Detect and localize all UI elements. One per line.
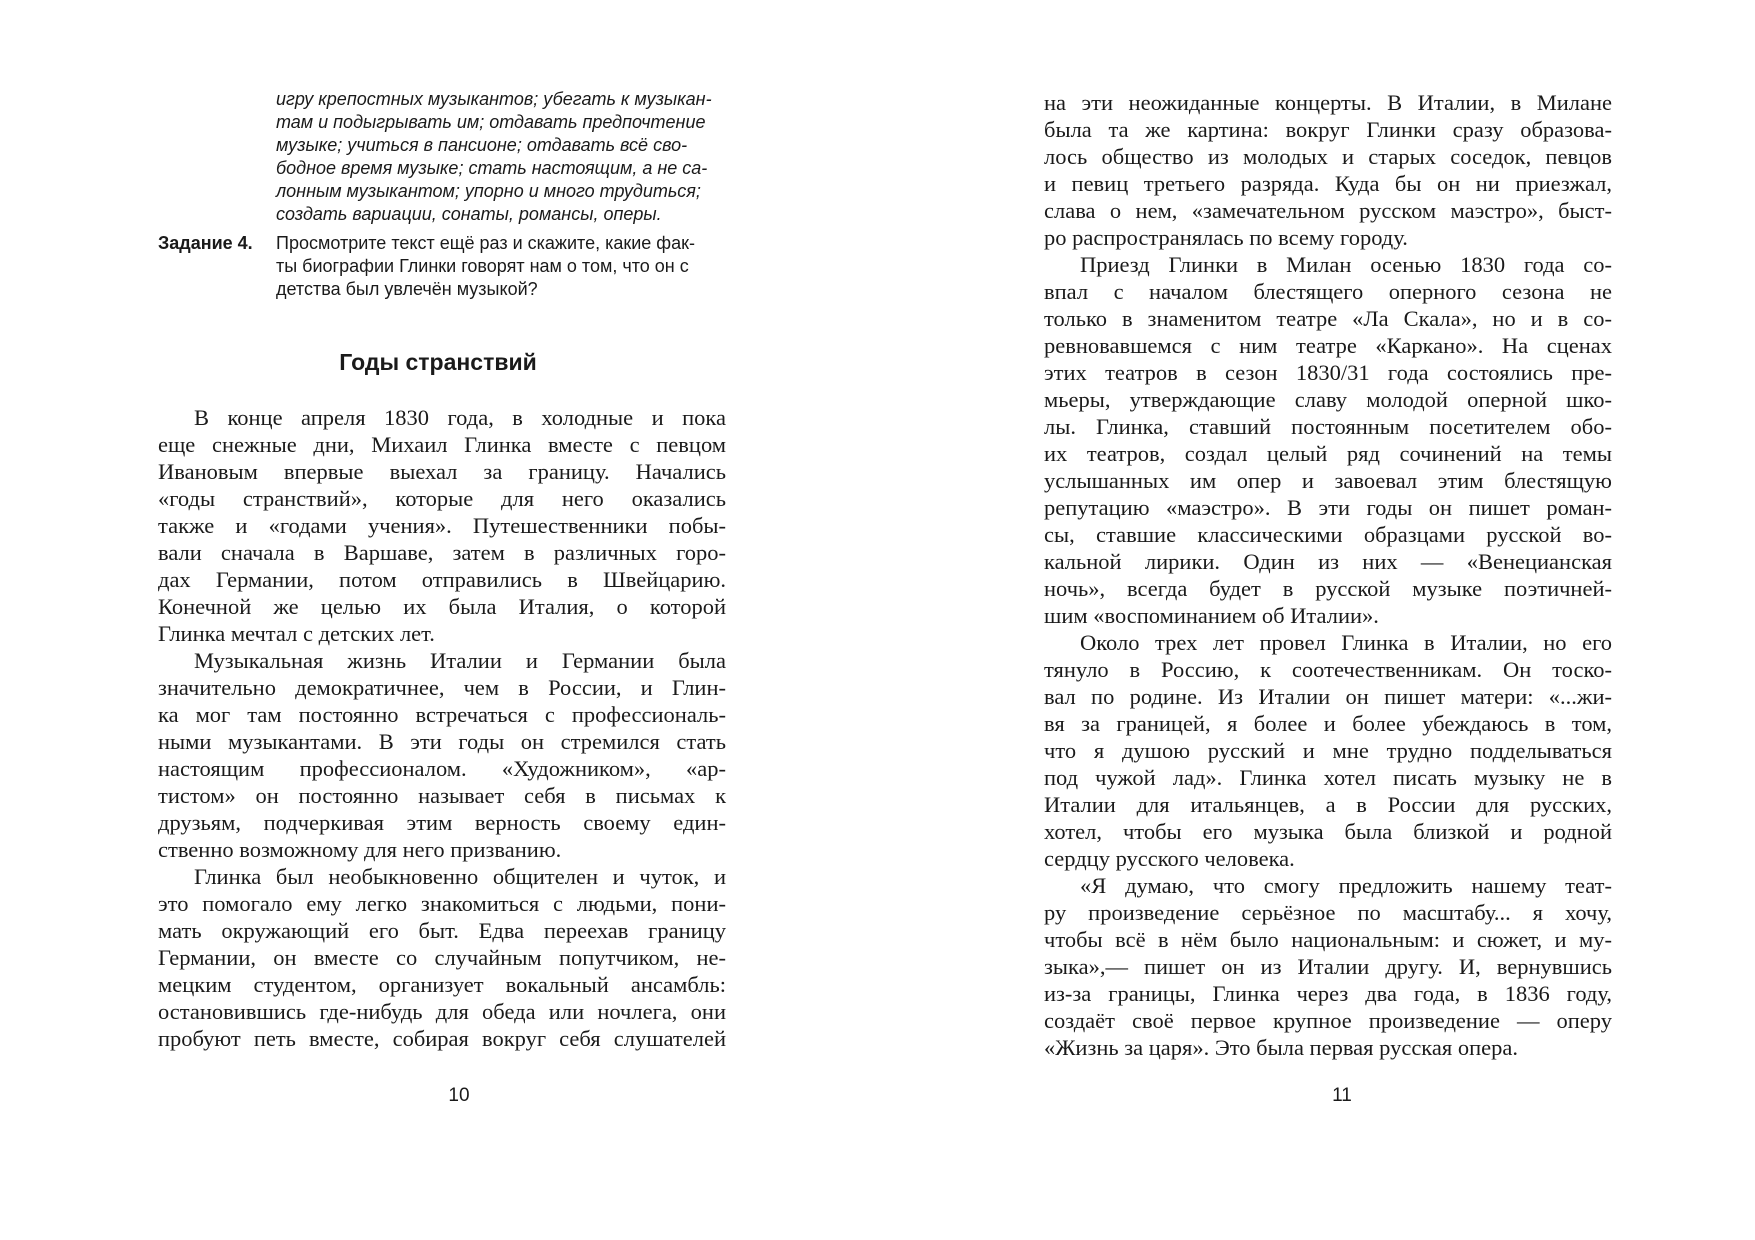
exercise-line: создать вариации, сонаты, романсы, оперы. (276, 204, 662, 224)
text-line: сердцу русского человека. (1044, 846, 1295, 871)
right-body-text (1044, 89, 1612, 1061)
text-line: Ивановым впервые выехал за границу. Начались (158, 459, 726, 484)
left-body-text (158, 404, 726, 1052)
text-line: этих театров в сезон 1830/31 года состоялись пре- (1044, 360, 1612, 385)
text-line: Конечной же целью их была Италия, о которой (158, 594, 726, 619)
text-line: из-за границы, Глинка через два года, в 1836 году, (1044, 981, 1612, 1006)
page-number: 10 (448, 1085, 470, 1106)
text-line: Музыкальная жизнь Италии и Германии была (194, 648, 726, 673)
text-line: тянуло в Россию, к соотечественникам. Он тоско- (1044, 657, 1612, 682)
text-line: настоящим профессионалом. «Художником», «ар- (158, 756, 726, 781)
text-line: их театров, создал целый ряд сочинений на темы (1044, 441, 1612, 466)
exercise-line: игру крепостных музыкантов; убегать к музыкан- (276, 89, 712, 109)
text-line: Германии, он вместе со случайным попутчиком, не- (158, 945, 726, 970)
text-line: вя за границей, я более и более убеждаюсь в том, (1044, 711, 1612, 736)
text-line: ственно возможному для него призванию. (158, 837, 562, 862)
text-line: ревновавшемся с ним театре «Каркано». На сценах (1044, 333, 1612, 358)
text-line: вал по родине. Из Италии он пишет матери: «...жи- (1044, 684, 1612, 709)
text-line: и певиц третьего разряда. Куда бы он ни приезжал, (1044, 171, 1612, 196)
text-line: ночь», всегда будет в русской музыке поэтичней- (1044, 576, 1612, 601)
task-line: ты биографии Глинки говорят нам о том, что он с (276, 256, 689, 276)
text-line: дах Германии, потом отправились в Швейцарию. (158, 567, 726, 592)
text-line: ными музыкантами. В эти годы он стремился стать (158, 729, 726, 754)
text-line: зыка»,— пишет он из Италии другу. И, вернувшись (1044, 954, 1612, 979)
text-line: Приезд Глинки в Милан осенью 1830 года со- (1080, 252, 1612, 277)
text-line: Глинка был необыкновенно общителен и чуток, и (194, 864, 726, 889)
text-line: ка мог там постоянно встречаться с профессиональ- (158, 702, 726, 727)
exercise-line: музыке; учиться в пансионе; отдавать всё сво- (276, 135, 688, 155)
left-page (0, 0, 877, 1240)
text-line: была та же картина: вокруг Глинки сразу образова- (1044, 117, 1612, 142)
text-line: тистом» он постоянно называет себя в письмах к (158, 783, 726, 808)
page-number: 11 (1332, 1085, 1352, 1106)
exercise-line: лонным музыкантом; упорно и много трудиться; (276, 181, 701, 201)
task-line: детства был увлечён музыкой? (276, 279, 538, 299)
text-line: мьеры, утверждающие славу молодой оперной шко- (1044, 387, 1612, 412)
text-line: пробуют петь вместе, собирая вокруг себя слушателей (158, 1026, 726, 1051)
text-line: это помогало ему легко знакомиться с людьми, пони- (158, 891, 726, 916)
text-line: остановившись где-нибудь для обеда или ночлега, они (158, 999, 726, 1024)
task-line: Просмотрите текст ещё раз и скажите, какие фак- (276, 233, 695, 253)
text-line: под чужой лад». Глинка хотел писать музыку не в (1044, 765, 1612, 790)
exercise-line: бодное время музыке; стать настоящим, а не са- (276, 158, 708, 178)
text-line: друзьям, подчеркивая этим верность своему един- (158, 810, 726, 835)
text-line: лось общество из молодых и старых соседок, певцов (1044, 144, 1612, 169)
text-line: мать окружающий его быт. Едва переехав границу (158, 918, 726, 943)
text-line: ру произведение серьёзное по масштабу... я хочу, (1044, 900, 1612, 925)
text-line: лы. Глинка, ставший постоянным посетителем обо- (1044, 414, 1612, 439)
text-line: что я душою русский и мне трудно подделываться (1044, 738, 1612, 763)
text-line: шим «воспоминанием об Италии». (1044, 603, 1379, 628)
text-line: репутацию «маэстро». В эти годы он пишет роман- (1044, 495, 1612, 520)
text-line: значительно демократичнее, чем в России, и Глин- (158, 675, 726, 700)
text-line: также и «годами учения». Путешественники побы- (158, 513, 726, 538)
text-line: хотел, чтобы его музыка была близкой и родной (1044, 819, 1612, 844)
text-line: на эти неожиданные концерты. В Италии, в Милане (1044, 90, 1612, 115)
text-line: чтобы всё в нём было национальным: и сюжет, и му- (1044, 927, 1612, 952)
text-line: «Жизнь за царя». Это была первая русская опера. (1044, 1035, 1518, 1060)
text-line: еще снежные дни, Михаил Глинка вместе с певцом (158, 432, 726, 457)
task-text (276, 232, 756, 301)
text-line: В конце апреля 1830 года, в холодные и пока (194, 405, 726, 430)
text-line: ро распространялась по всему городу. (1044, 225, 1408, 250)
exercise-answer-list (276, 88, 726, 226)
text-line: слава о нем, «замечательном русском маэстро», быст- (1044, 198, 1612, 223)
text-line: только в знаменитом театре «Ла Скала», но и в со- (1044, 306, 1612, 331)
text-line: кальной лирики. Один из них — «Венецианская (1044, 549, 1612, 574)
text-line: впал с началом блестящего оперного сезона не (1044, 279, 1612, 304)
text-line: Глинка мечтал с детских лет. (158, 621, 435, 646)
text-line: «годы странствий», которые для него оказались (158, 486, 726, 511)
text-line: вали сначала в Варшаве, затем в различных горо- (158, 540, 726, 565)
text-line: сы, ставшие классическими образцами русской во- (1044, 522, 1612, 547)
text-line: создаёт своё первое крупное произведение — оперу (1044, 1008, 1612, 1033)
exercise-line: там и подыгрывать им; отдавать предпочтение (276, 112, 706, 132)
text-line: Италии для итальянцев, а в России для русских, (1044, 792, 1612, 817)
task-label: Задание 4. (158, 233, 253, 253)
text-line: «Я думаю, что смогу предложить нашему теат- (1080, 873, 1612, 898)
section-heading: Годы странствий (339, 349, 537, 375)
text-line: мецким студентом, организует вокальный ансамбль: (158, 972, 726, 997)
text-line: Около трех лет провел Глинка в Италии, но его (1080, 630, 1612, 655)
text-line: услышанных им опер и завоевал этим блестящую (1044, 468, 1612, 493)
